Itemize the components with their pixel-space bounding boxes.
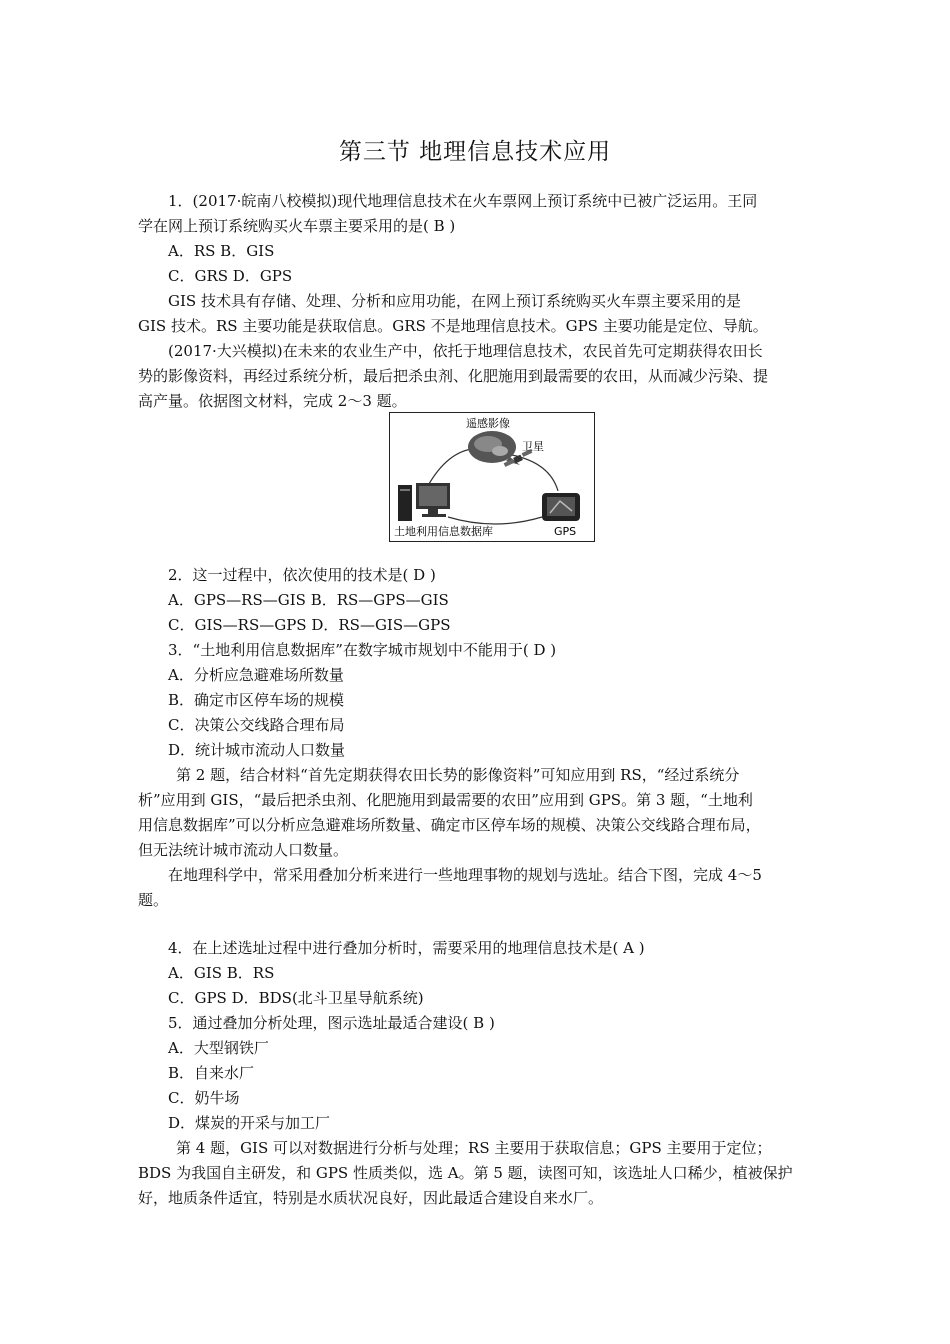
text-line: 在地理科学中，常采用叠加分析来进行一些地理事物的规划与选址。结合下图，完成 4～5 <box>168 866 762 884</box>
arc-gps-to-db <box>448 517 542 524</box>
text-line: GIS 技术。RS 主要功能是获取信息。GRS 不是地理信息技术。GPS 主要功能是定位、导航。 <box>138 317 768 335</box>
text-line: B．确定市区停车场的规模 <box>168 691 345 709</box>
text-line: C．奶牛场 <box>168 1089 240 1107</box>
text-line: A．分析应急避难场所数量 <box>168 666 344 684</box>
text-line: BDS 为我国自主研发，和 GPS 性质类似，选 A。第 5 题，读图可知，该选址人口稀少，植被保护 <box>138 1164 793 1182</box>
text-line: A．大型钢铁厂 <box>168 1039 269 1057</box>
text-line: A．GPS—RS—GIS B．RS—GPS—GIS <box>168 591 449 609</box>
computer-icon <box>398 483 450 521</box>
text-line: 用信息数据库”可以分析应急避难场所数量、确定市区停车场的规模、决策公交线路合理布局， <box>138 816 761 834</box>
gps-device-icon <box>542 493 580 521</box>
text-line: 3．“土地利用信息数据库”在数字城市规划中不能用于( D ) <box>168 641 557 659</box>
satellite-label: 卫星 <box>522 440 544 453</box>
rs-gis-gps-figure <box>389 412 595 542</box>
text-line: 题。 <box>138 891 169 909</box>
text-line: D．煤炭的开采与加工厂 <box>168 1114 331 1132</box>
text-line: C．GRS D．GPS <box>168 267 293 285</box>
text-line: 高产量。依据图文材料，完成 2～3 题。 <box>138 392 407 410</box>
database-label: 土地利用信息数据库 <box>394 525 493 538</box>
text-line: 第 2 题，结合材料“首先定期获得农田长势的影像资料”可知应用到 RS，“经过系统分 <box>176 766 740 784</box>
text-line: (2017·大兴模拟)在未来的农业生产中，依托于地理信息技术，农民首先可定期获得农田长 <box>168 342 763 360</box>
text-line: A．GIS B．RS <box>168 964 275 982</box>
page-title: 第三节 地理信息技术应用 <box>338 139 612 165</box>
text-line: 2．这一过程中，依次使用的技术是( D ) <box>168 566 436 584</box>
gps-label: GPS <box>554 525 577 538</box>
text-line: 第 4 题，GIS 可以对数据进行分析与处理；RS 主要用于获取信息；GPS 主要用于定位； <box>176 1139 772 1157</box>
text-line: 但无法统计城市流动人口数量。 <box>138 841 349 859</box>
rs-image-label: 遥感影像 <box>466 417 510 430</box>
figure-diagram <box>390 413 594 541</box>
text-line: GIS 技术具有存储、处理、分析和应用功能，在网上预订系统购买火车票主要采用的是 <box>168 292 741 310</box>
text-line: C．GPS D．BDS(北斗卫星导航系统) <box>168 989 424 1007</box>
text-line: 4．在上述选址过程中进行叠加分析时，需要采用的地理信息技术是( A ) <box>168 939 645 957</box>
text-line: 学在网上预订系统购买火车票主要采用的是( B ) <box>138 217 456 235</box>
text-line: 5．通过叠加分析处理，图示选址最适合建设( B ) <box>168 1014 495 1032</box>
text-line: 势的影像资料，再经过系统分析，最后把杀虫剂、化肥施用到最需要的农田，从而减少污染、提 <box>138 367 769 385</box>
text-line: A．RS B．GIS <box>168 242 275 260</box>
text-line: C．决策公交线路合理布局 <box>168 716 345 734</box>
text-line: 1．(2017·皖南八校模拟)现代地理信息技术在火车票网上预订系统中已被广泛运用。王同 <box>168 192 758 210</box>
text-line: 好，地质条件适宜，特别是水质状况良好，因此最适合建设自来水厂。 <box>138 1189 604 1207</box>
text-line: C．GIS—RS—GPS D．RS—GIS—GPS <box>168 616 451 634</box>
text-line: D．统计城市流动人口数量 <box>168 741 346 759</box>
text-line: B．自来水厂 <box>168 1064 255 1082</box>
text-line: 析”应用到 GIS，“最后把杀虫剂、化肥施用到最需要的农田”应用到 GPS。第 3 题，“土地利 <box>138 791 753 809</box>
